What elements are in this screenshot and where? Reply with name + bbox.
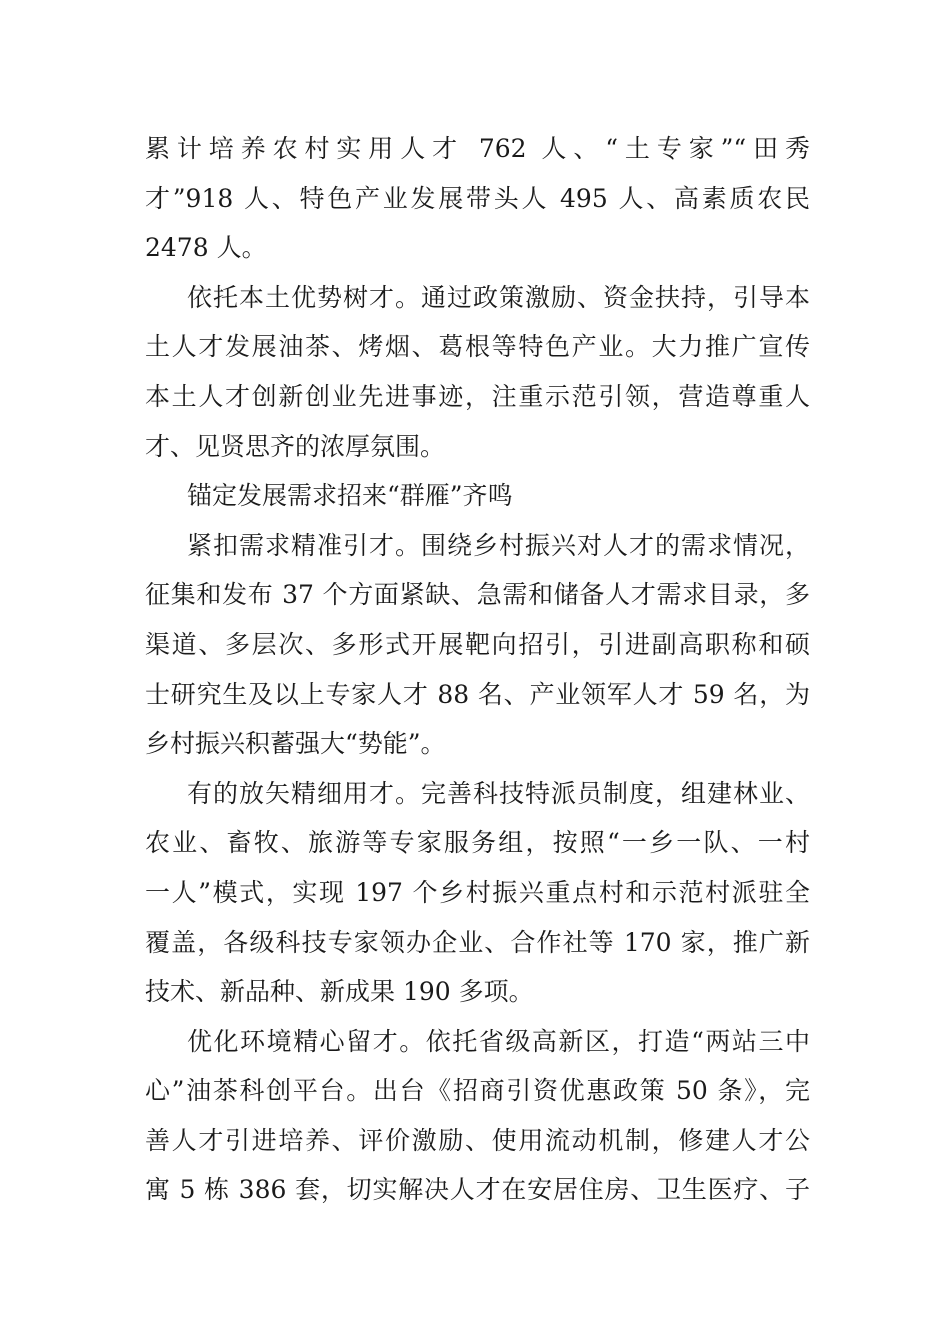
text-line: 寓 5 栋 386 套，切实解决人才在安居住房、卫生医疗、子 bbox=[145, 1175, 810, 1205]
section-heading: 锚定发展需求招来“群雁”齐鸣 bbox=[187, 481, 513, 511]
text-line: 才”918 人、特色产业发展带头人 495 人、高素质农民 bbox=[145, 183, 810, 213]
text-line: 2478 人。 bbox=[145, 233, 267, 263]
text-line: 本土人才创新创业先进事迹，注重示范引领，营造尊重人 bbox=[145, 381, 810, 411]
text-line: 一人”模式，实现 197 个乡村振兴重点村和示范村派驻全 bbox=[145, 877, 810, 907]
text-line: 渠道、多层次、多形式开展靶向招引，引进副高职称和硕 bbox=[145, 629, 810, 659]
text-line: 覆盖，各级科技专家领办企业、合作社等 170 家，推广新 bbox=[145, 927, 810, 957]
text-line: 征集和发布 37 个方面紧缺、急需和储备人才需求目录，多 bbox=[145, 580, 810, 610]
text-line: 农业、畜牧、旅游等专家服务组，按照“一乡一队、一村 bbox=[145, 828, 810, 858]
text-line: 技术、新品种、新成果 190 多项。 bbox=[145, 977, 534, 1007]
paragraph-start-line: 优化环境精心留才。依托省级高新区，打造“两站三中 bbox=[187, 1026, 810, 1056]
article-body bbox=[145, 124, 810, 1215]
paragraph-start-line: 依托本土优势树才。通过政策激励、资金扶持，引导本 bbox=[187, 282, 810, 312]
paragraph-start-line: 紧扣需求精准引才。围绕乡村振兴对人才的需求情况， bbox=[187, 530, 810, 560]
text-line: 乡村振兴积蓄强大“势能”。 bbox=[145, 729, 446, 759]
text-line: 才、见贤思齐的浓厚氛围。 bbox=[145, 431, 446, 461]
text-line: 士研究生及以上专家人才 88 名、产业领军人才 59 名，为 bbox=[145, 679, 810, 709]
text-line: 心”油茶科创平台。出台《招商引资优惠政策 50 条》，完 bbox=[145, 1076, 810, 1106]
text-line: 善人才引进培养、评价激励、使用流动机制，修建人才公 bbox=[145, 1125, 810, 1155]
paragraph-start-line: 有的放矢精细用才。完善科技特派员制度，组建林业、 bbox=[187, 778, 810, 808]
text-line: 土人才发展油茶、烤烟、葛根等特色产业。大力推广宣传 bbox=[145, 332, 810, 362]
text-line: 累计培养农村实用人才 762 人、“土专家”“田秀 bbox=[145, 134, 810, 163]
